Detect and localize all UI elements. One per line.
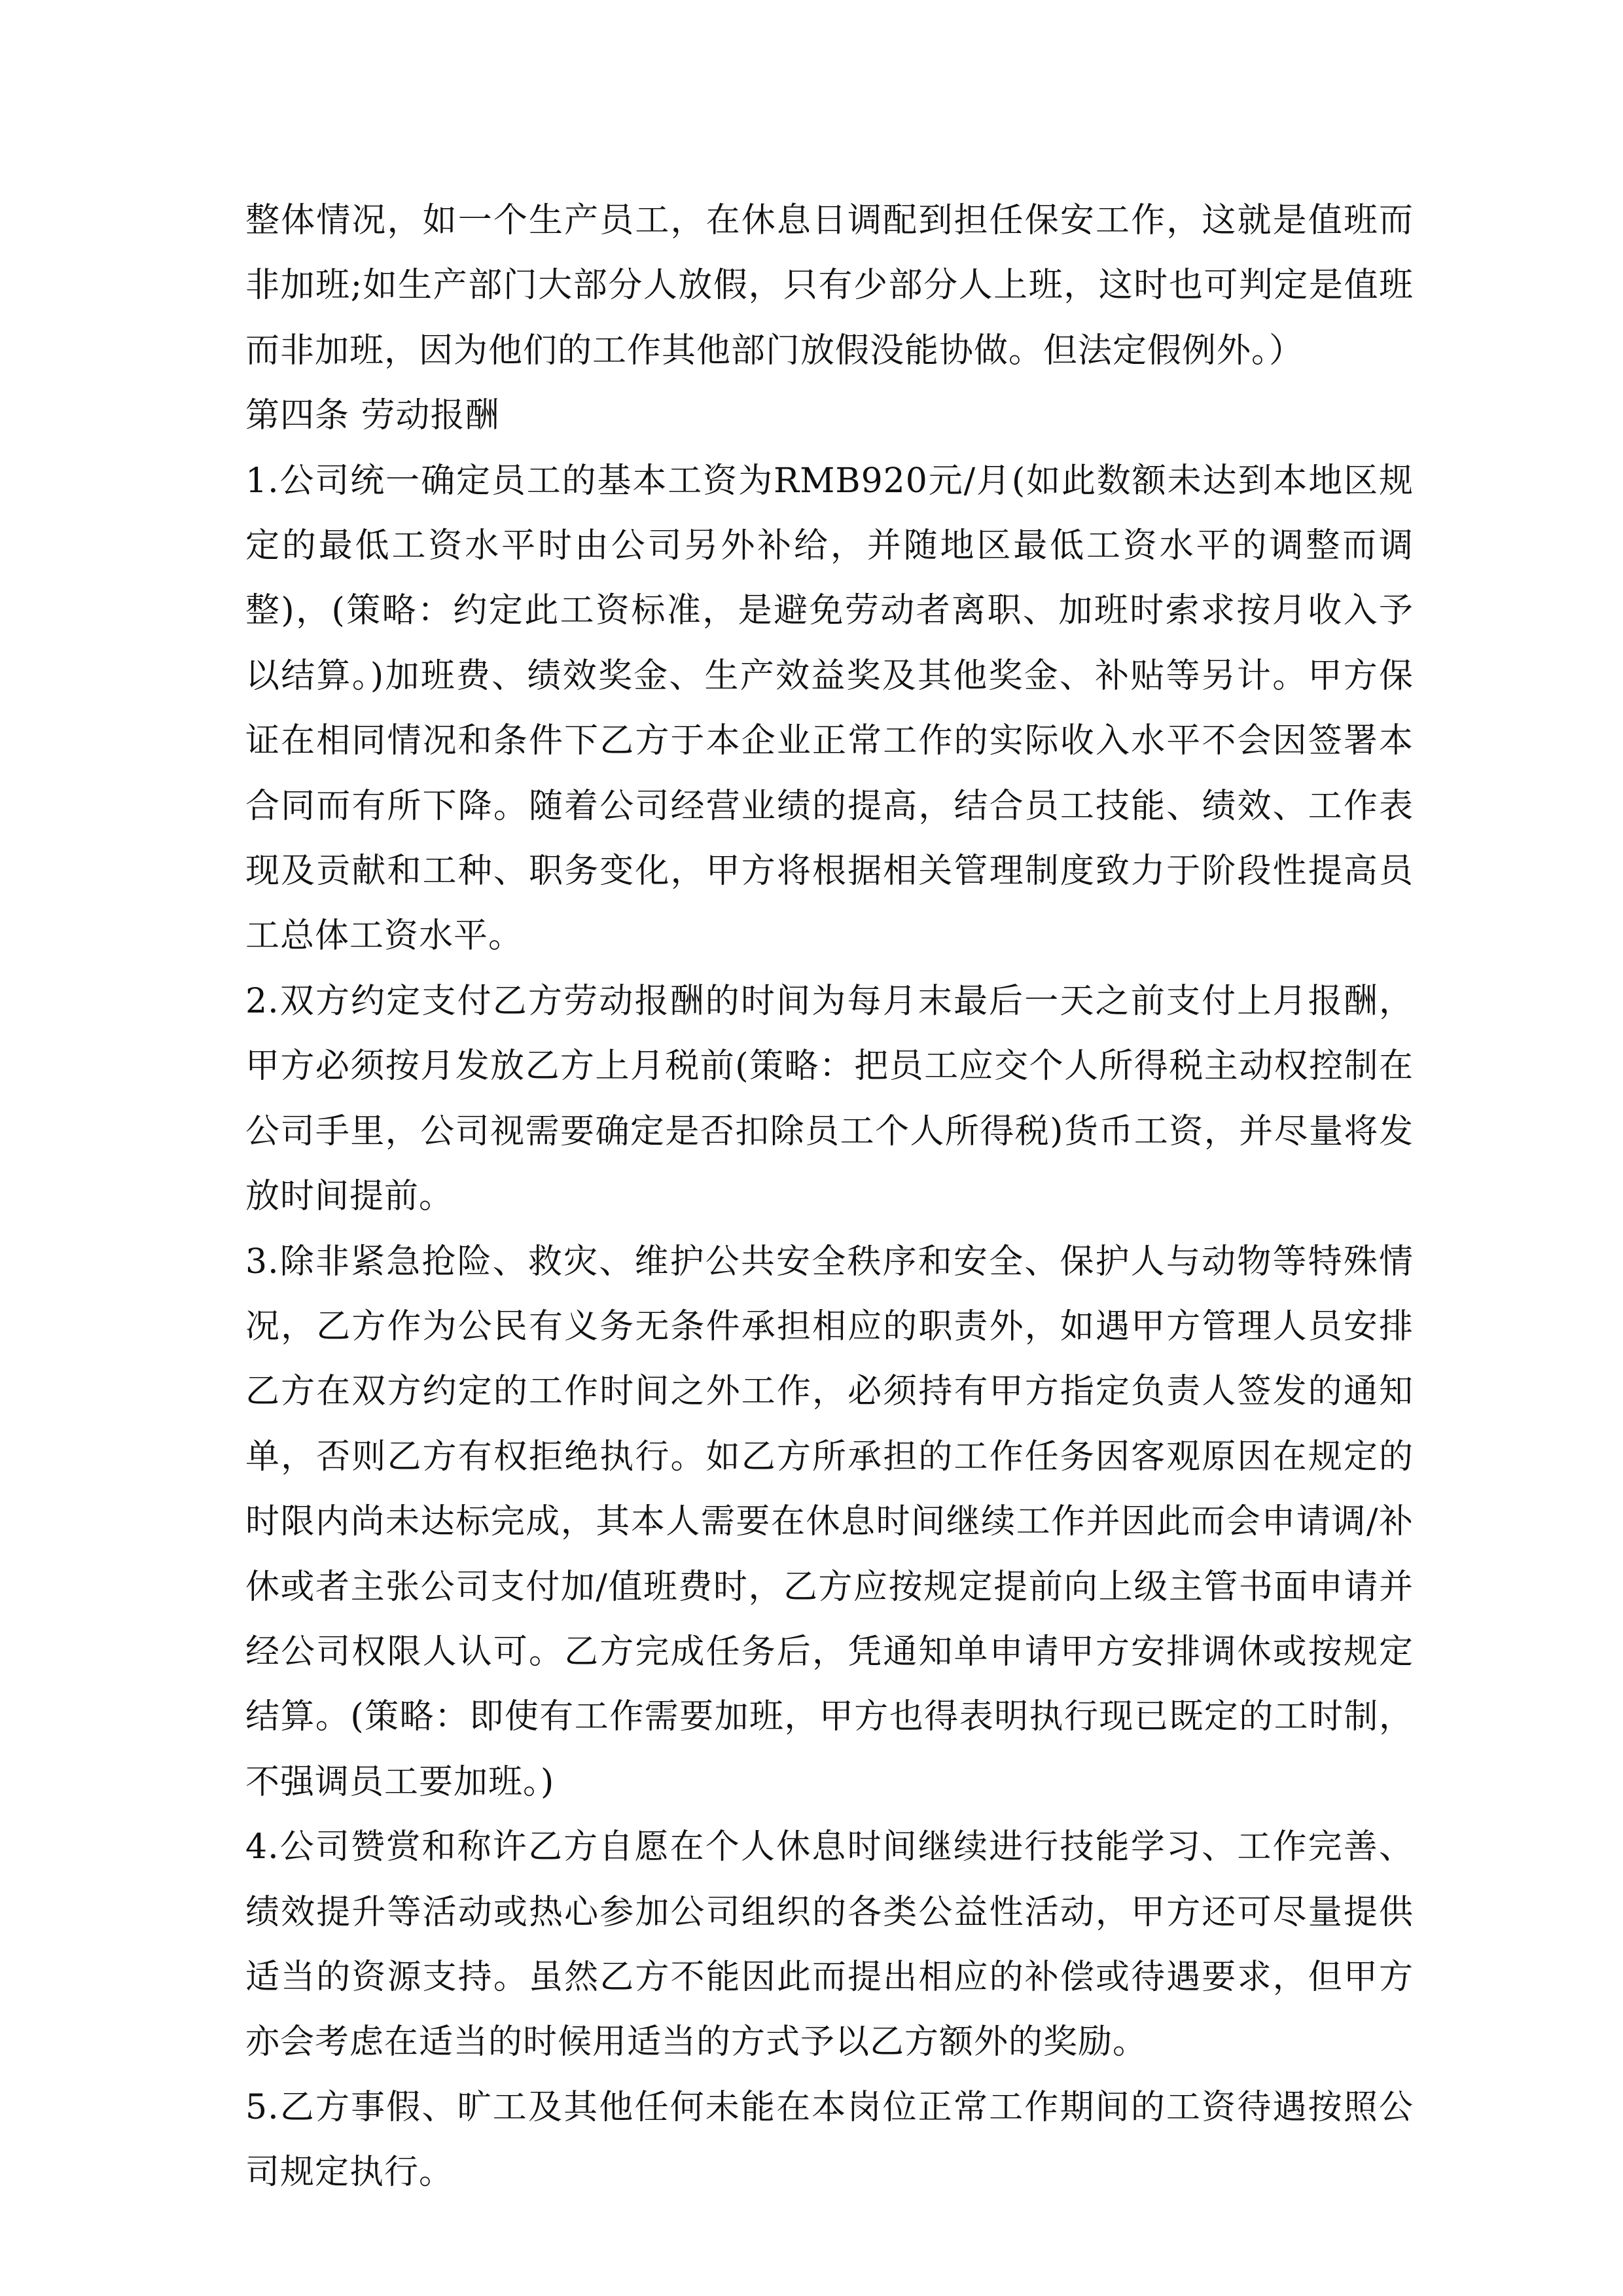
paragraph-continuation: 整体情况，如一个生产员工，在休息日调配到担任保安工作，这就是值班而非加班;如生产部门大部分人放假，只有少部分人上班，这时也可判定是值班而非加班，因为他们的工作其他部门放假没能协做。但法定假例外。）	[245, 201, 1414, 370]
article-heading: 第四条 劳动报酬	[245, 396, 500, 436]
clause-5: 5.乙方事假、旷工及其他任何未能在本岗位正常工作期间的工资待遇按照公司规定执行。	[245, 2087, 1414, 2193]
document-body	[245, 188, 1414, 2206]
clause-2: 2.双方约定支付乙方劳动报酬的时间为每月末最后一天之前支付上月报酬，甲方必须按月发放乙方上月税前(策略：把员工应交个人所得税主动权控制在公司手里，公司视需要确定是否扣除员工个人所得税)货币工资，并尽量将发放时间提前。	[245, 981, 1414, 1217]
clause-1: 1.公司统一确定员工的基本工资为RMB920元/月(如此数额未达到本地区规定的最低工资水平时由公司另外补给，并随地区最低工资水平的调整而调整)，(策略：约定此工资标准，是避免劳动者离职、加班时索求按月收入予以结算。)加班费、绩效奖金、生产效益奖及其他奖金、补贴等另计。甲方保证在相同情况和条件下乙方于本企业正常工作的实际收入水平不会因签署本合同而有所下降。随着公司经营业绩的提高，结合员工技能、绩效、工作表现及贡献和工种、职务变化，甲方将根据相关管理制度致力于阶段性提高员工总体工资水平。	[245, 461, 1414, 956]
clause-4: 4.公司赞赏和称许乙方自愿在个人休息时间继续进行技能学习、工作完善、绩效提升等活动或热心参加公司组织的各类公益性活动，甲方还可尽量提供适当的资源支持。虽然乙方不能因此而提出相应的补偿或待遇要求，但甲方亦会考虑在适当的时候用适当的方式予以乙方额外的奖励。	[245, 1827, 1414, 2062]
clause-3: 3.除非紧急抢险、救灾、维护公共安全秩序和安全、保护人与动物等特殊情况，乙方作为公民有义务无条件承担相应的职责外，如遇甲方管理人员安排乙方在双方约定的工作时间之外工作，必须持有甲方指定负责人签发的通知单，否则乙方有权拒绝执行。如乙方所承担的工作任务因客观原因在规定的时限内尚未达标完成，其本人需要在休息时间继续工作并因此而会申请调/补休或者主张公司支付加/值班费时，乙方应按规定提前向上级主管书面申请并经公司权限人认可。乙方完成任务后，凭通知单申请甲方安排调休或按规定结算。(策略：即使有工作需要加班，甲方也得表明执行现已既定的工时制，不强调员工要加班。)	[245, 1242, 1414, 1802]
